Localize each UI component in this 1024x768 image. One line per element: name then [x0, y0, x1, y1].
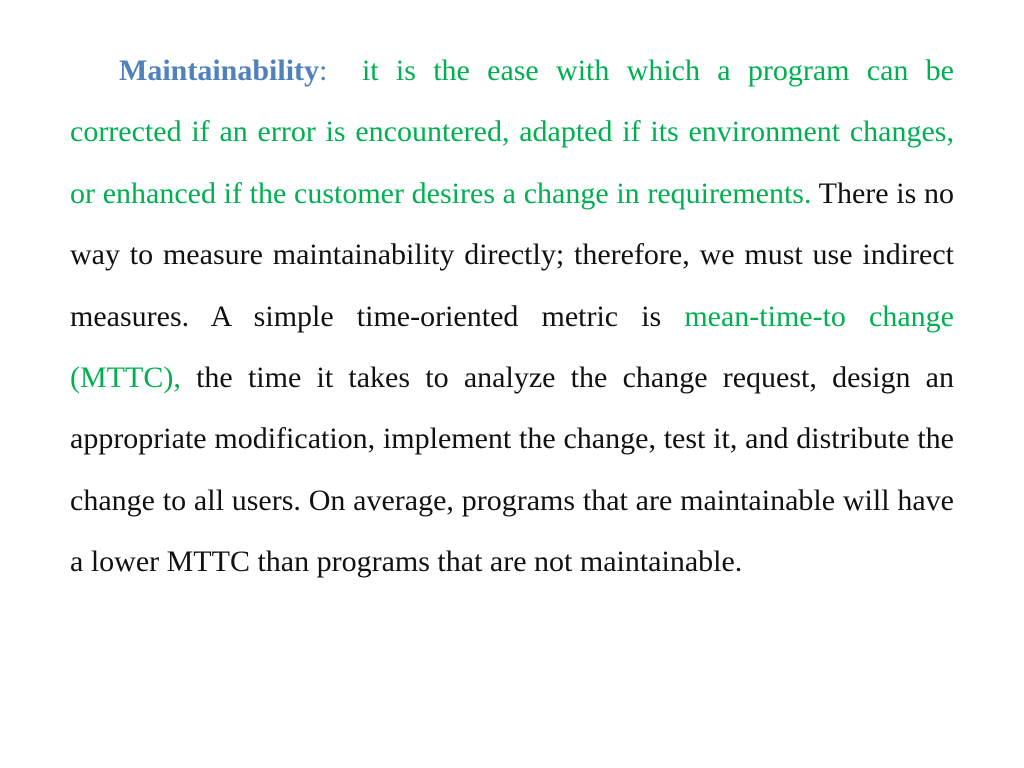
term-colon: :	[319, 54, 328, 87]
body-text-measurement: There is no way to measure maintainability directly; therefore, we must use indirect measures. A simple time-oriented metric is	[70, 176, 954, 333]
term-maintainability: Maintainability	[119, 54, 320, 87]
body-text-mttc-explanation: the time it takes to analyze the change request, design an appropriate modification, implement the change, test it, and distribute the change to all users. On average, programs that are maintainable will have a lower MTTC than programs that are not maintainable.	[70, 361, 954, 579]
body-paragraph	[70, 40, 962, 593]
definition-text: it is the ease with which a program can be corrected if an error is encountered, adapted if its environment changes, or enhanced if the customer desires a change in requirements.	[70, 54, 962, 210]
metric-name-mttc: mean-time-to change (MTTC),	[70, 299, 954, 395]
